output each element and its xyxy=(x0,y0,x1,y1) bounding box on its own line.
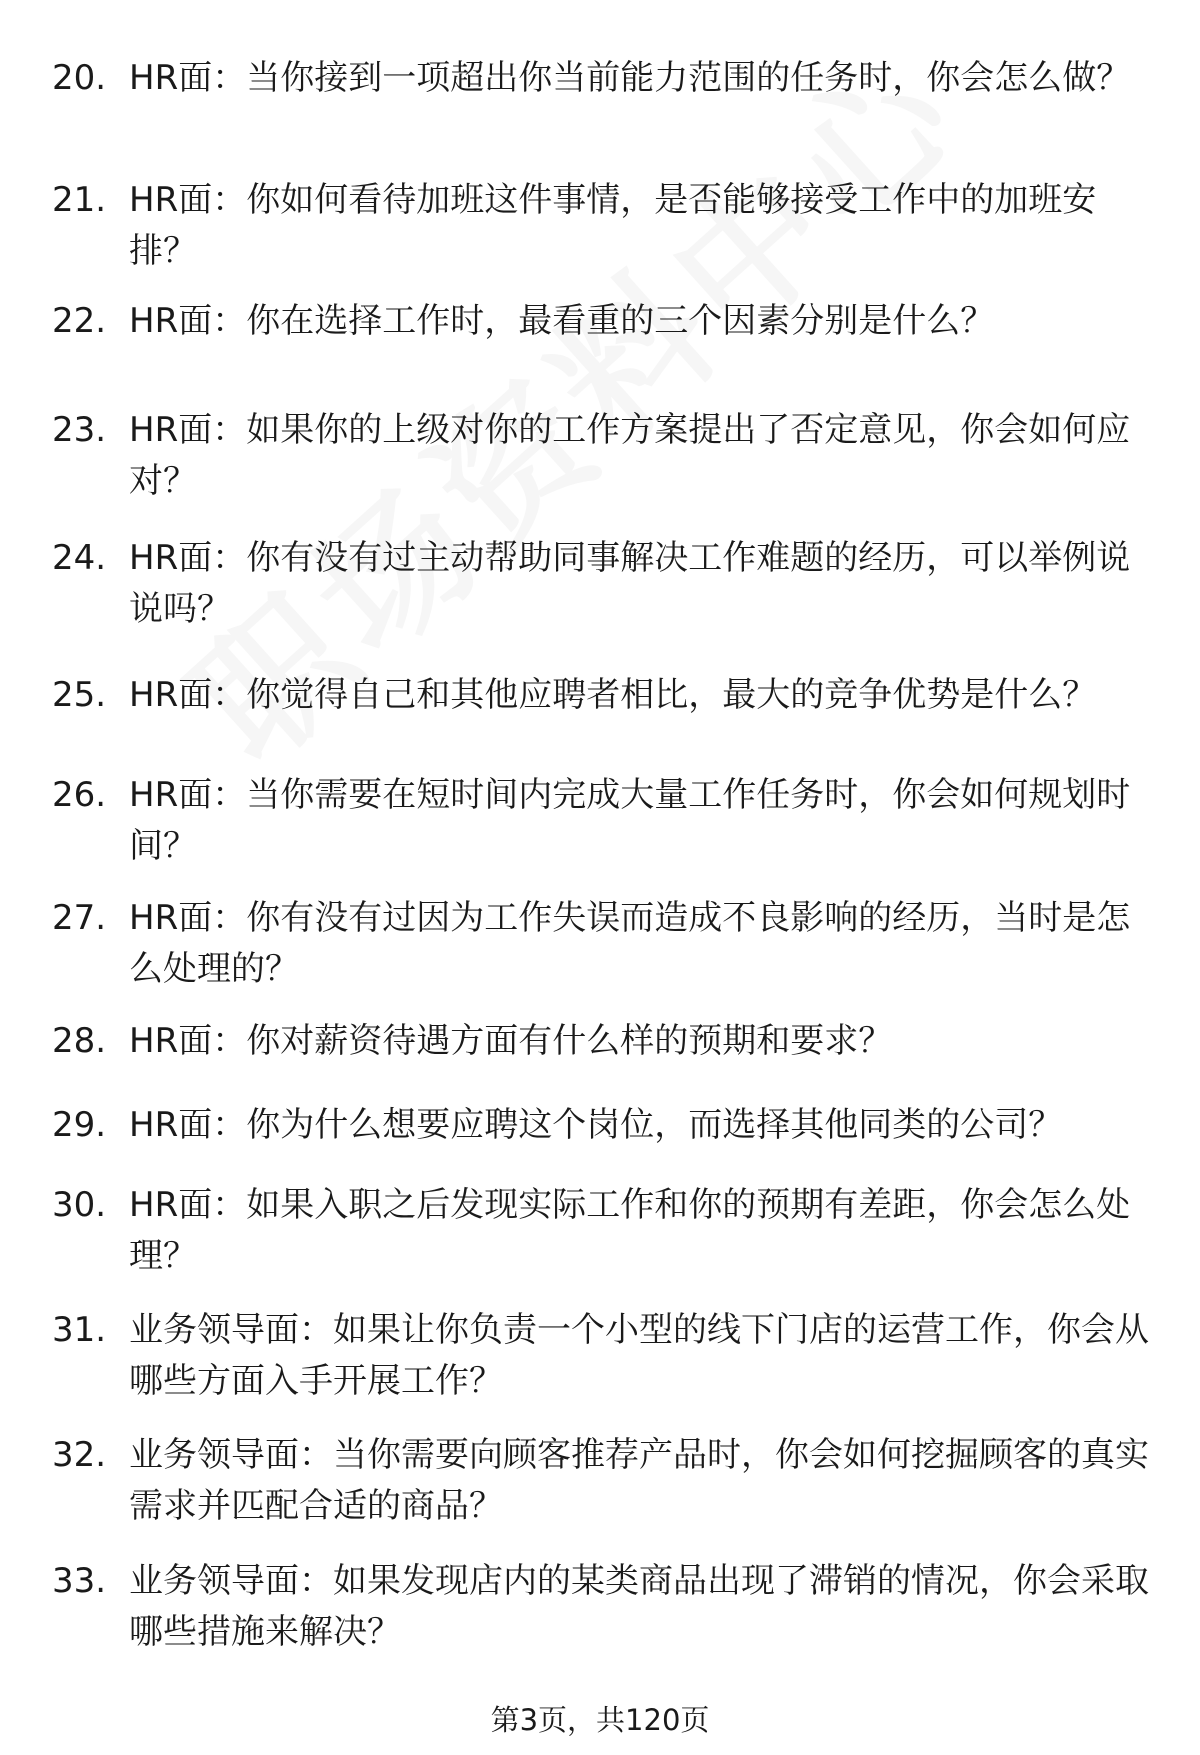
item-number: 32. xyxy=(52,1435,107,1475)
item-text: HR面：你对薪资待遇方面有什么样的预期和要求？ xyxy=(129,1021,893,1061)
list-item xyxy=(52,296,1152,347)
list-item xyxy=(52,53,1152,104)
item-number: 28. xyxy=(52,1021,107,1061)
item-text: 业务领导面：如果让你负责一个小型的线下门店的运营工作，你会从哪些方面入手开展工作？ xyxy=(129,1310,1149,1401)
item-number: 27. xyxy=(52,898,107,938)
list-item xyxy=(52,893,1152,995)
item-text: HR面：你在选择工作时，最看重的三个因素分别是什么？ xyxy=(129,301,995,341)
item-text: HR面：当你需要在短时间内完成大量工作任务时，你会如何规划时间？ xyxy=(129,775,1131,866)
item-text: HR面：当你接到一项超出你当前能力范围的任务时，你会怎么做？ xyxy=(129,58,1131,98)
list-item xyxy=(52,533,1152,635)
list-item xyxy=(52,1305,1152,1407)
item-number: 29. xyxy=(52,1105,107,1145)
page-footer: 第3页，共120页 xyxy=(490,1703,710,1737)
item-text: HR面：如果入职之后发现实际工作和你的预期有差距，你会怎么处理？ xyxy=(129,1185,1131,1276)
item-text: 业务领导面：如果发现店内的某类商品出现了滞销的情况，你会采取哪些措施来解决？ xyxy=(129,1561,1149,1652)
item-number: 26. xyxy=(52,775,107,815)
item-text: HR面：如果你的上级对你的工作方案提出了否定意见，你会如何应对？ xyxy=(129,410,1131,501)
list-item xyxy=(52,1100,1152,1151)
item-text: HR面：你有没有过因为工作失误而造成不良影响的经历，当时是怎么处理的？ xyxy=(129,898,1131,989)
item-number: 30. xyxy=(52,1185,107,1225)
list-item xyxy=(52,1016,1152,1067)
item-number: 33. xyxy=(52,1561,107,1601)
item-number: 24. xyxy=(52,538,107,578)
list-item xyxy=(52,405,1152,507)
item-number: 22. xyxy=(52,301,107,341)
list-item xyxy=(52,1430,1152,1532)
item-number: 25. xyxy=(52,675,107,715)
list-item xyxy=(52,1556,1152,1658)
item-text: HR面：你如何看待加班这件事情，是否能够接受工作中的加班安排？ xyxy=(129,180,1097,271)
item-number: 31. xyxy=(52,1310,107,1350)
item-text: 业务领导面：当你需要向顾客推荐产品时，你会如何挖掘顾客的真实需求并匹配合适的商品？ xyxy=(129,1435,1149,1526)
item-number: 23. xyxy=(52,410,107,450)
list-item xyxy=(52,1180,1152,1282)
item-number: 21. xyxy=(52,180,107,220)
list-item xyxy=(52,670,1152,721)
item-text: HR面：你为什么想要应聘这个岗位，而选择其他同类的公司？ xyxy=(129,1105,1063,1145)
item-text: HR面：你有没有过主动帮助同事解决工作难题的经历，可以举例说说吗？ xyxy=(129,538,1131,629)
item-number: 20. xyxy=(52,58,107,98)
list-item xyxy=(52,175,1152,277)
item-text: HR面：你觉得自己和其他应聘者相比，最大的竞争优势是什么？ xyxy=(129,675,1097,715)
list-item xyxy=(52,770,1152,872)
